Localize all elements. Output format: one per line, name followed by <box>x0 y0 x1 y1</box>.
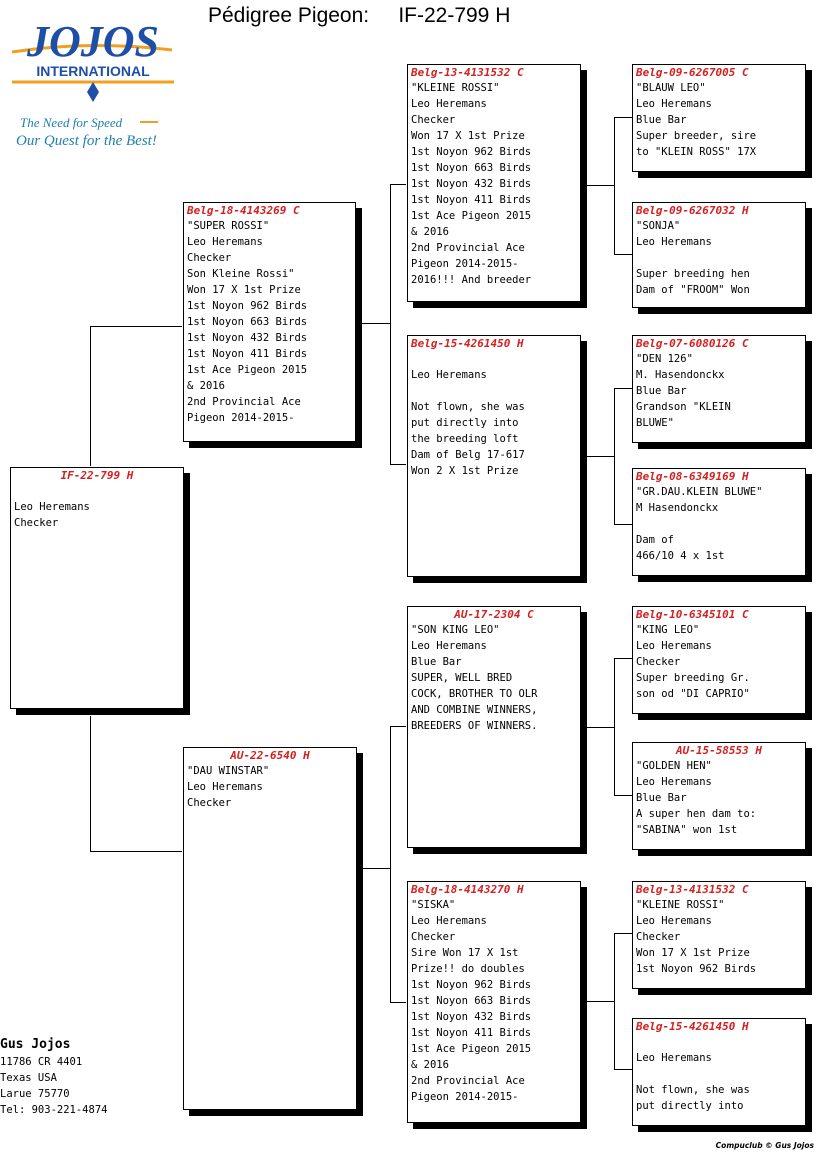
pigeon-detail-line: Won 2 X 1st Prize <box>411 465 519 477</box>
band-number: AU-22-6540 H <box>230 749 310 762</box>
pigeon-detail-line: Checker <box>411 931 456 943</box>
pigeon-detail-line: Leo Heremans <box>636 98 712 110</box>
pigeon-details <box>633 484 805 564</box>
pigeon-card-dds[interactable] <box>632 881 806 989</box>
pigeon-detail-line: Leo Heremans <box>636 1052 712 1064</box>
logo-sub: INTERNATIONAL <box>36 63 150 79</box>
connector <box>614 117 632 118</box>
band-number: Belg-10-6345101 C <box>636 608 749 621</box>
pigeon-detail-line: & 2016 <box>411 1059 449 1071</box>
pigeon-card-sdd[interactable] <box>632 468 806 576</box>
band-number: Belg-18-4143270 H <box>411 883 524 896</box>
owner-name: Gus Jojos <box>0 1037 71 1052</box>
pigeon-detail-line: 1st Noyon 411 Birds <box>187 348 308 360</box>
pigeon-details <box>633 758 805 838</box>
connector <box>614 658 632 659</box>
pigeon-detail-line <box>636 516 805 532</box>
pigeon-detail-line <box>636 1034 805 1050</box>
pigeon-detail-line: 1st Noyon 663 Birds <box>187 316 308 328</box>
pigeon-detail-line: 1st Ace Pigeon 2015 <box>411 210 532 222</box>
pigeon-detail-line: "SUPER ROSSI" <box>187 220 270 232</box>
pigeon-detail-line: 2nd Provincial Ace <box>187 396 301 408</box>
pigeon-detail-line <box>636 1066 805 1082</box>
pigeon-detail-line: Leo Heremans <box>411 98 487 110</box>
title-label: Pédigree Pigeon: <box>208 4 370 27</box>
pigeon-detail-line: put directly into <box>411 417 519 429</box>
pigeon-detail-line: "SON KING LEO" <box>411 624 500 636</box>
jojos-logo <box>8 10 178 160</box>
pigeon-details <box>408 897 580 1105</box>
pigeon-detail-line: the breeding loft <box>411 433 519 445</box>
pigeon-detail-line: 466/10 4 x 1st <box>636 550 725 562</box>
pigeon-detail-line: 1st Noyon 962 Birds <box>411 979 532 991</box>
pigeon-detail-line: Leo Heremans <box>411 640 487 652</box>
pigeon-detail-line: Blue Bar <box>411 656 462 668</box>
pigeon-detail-line: "GR.DAU.KLEIN BLUWE" <box>636 486 763 498</box>
pigeon-detail-line: Dam of "FROOM" Won <box>636 284 750 296</box>
pigeon-detail-line: Won 17 X 1st Prize <box>411 130 525 142</box>
owner-info <box>0 1036 107 1118</box>
pigeon-detail-line: & 2016 <box>187 380 225 392</box>
band-number: Belg-13-4131532 C <box>411 66 524 79</box>
pigeon-detail-line <box>14 483 183 499</box>
pigeon-details <box>11 483 183 531</box>
pigeon-detail-line: "KLEINE ROSSI" <box>411 82 500 94</box>
pigeon-detail-line: Dam of Belg 17-617 <box>411 449 525 461</box>
pigeon-detail-line: Leo Heremans <box>636 236 712 248</box>
pigeon-detail-line: Blue Bar <box>636 385 687 397</box>
connector <box>362 323 390 324</box>
pigeon-detail-line: Leo Heremans <box>187 236 263 248</box>
band-number: AU-17-2304 C <box>454 608 534 621</box>
pigeon-card-subject[interactable] <box>10 467 184 709</box>
band-number: Belg-13-4131532 C <box>636 883 749 896</box>
connector <box>390 726 391 1002</box>
pigeon-detail-line: Leo Heremans <box>411 915 487 927</box>
pigeon-details <box>408 622 580 734</box>
pigeon-detail-line: 1st Noyon 962 Birds <box>411 146 532 158</box>
pigeon-card-sss[interactable] <box>632 64 806 172</box>
pigeon-card-dss[interactable] <box>632 606 806 714</box>
pigeon-card-dsd[interactable] <box>632 742 806 850</box>
pigeon-detail-line: Not flown, she was <box>411 401 525 413</box>
band-number: Belg-18-4143269 C <box>187 204 300 217</box>
pigeon-detail-line: Won 17 X 1st Prize <box>187 284 301 296</box>
pigeon-card-sire[interactable] <box>183 202 356 442</box>
pigeon-detail-line: COCK, BROTHER TO OLR <box>411 688 538 700</box>
connector <box>614 388 632 389</box>
connector <box>614 388 615 524</box>
pigeon-detail-line: Checker <box>636 931 681 943</box>
logo-brand: JOJOS <box>26 17 160 66</box>
pigeon-detail-line: 1st Noyon 432 Birds <box>411 178 532 190</box>
pigeon-card-sire-dam[interactable] <box>407 335 581 577</box>
pigeon-detail-line: Won 17 X 1st Prize <box>636 947 750 959</box>
pigeon-detail-line: M. Hasendonckx <box>636 369 725 381</box>
logo-tagline-1: The Need for Speed <box>20 115 123 130</box>
pigeon-detail-line: 1st Noyon 663 Birds <box>411 162 532 174</box>
pigeon-detail-line: Checker <box>636 656 681 668</box>
pigeon-details <box>408 80 580 288</box>
connector <box>614 524 632 525</box>
pigeon-detail-line: BLUWE" <box>636 417 674 429</box>
connector <box>614 795 632 796</box>
pigeon-detail-line: Super breeding hen <box>636 268 750 280</box>
connector <box>390 1002 406 1003</box>
pigeon-details <box>633 80 805 160</box>
owner-phone: Tel: 903-221-4874 <box>0 1104 108 1116</box>
pigeon-detail-line: Checker <box>187 252 232 264</box>
connector <box>586 1001 614 1002</box>
owner-address-line: Larue 75770 <box>0 1088 70 1100</box>
pigeon-detail-line: Checker <box>14 517 59 529</box>
pigeon-detail-line: Leo Heremans <box>14 501 90 513</box>
pigeon-detail-line <box>411 383 580 399</box>
band-number: Belg-15-4261450 H <box>411 337 524 350</box>
pigeon-card-ssd[interactable] <box>632 202 806 308</box>
pigeon-detail-line: "DAU WINSTAR" <box>187 765 270 777</box>
pigeon-detail-line: "SONJA" <box>636 220 681 232</box>
pigeon-detail-line: Leo Heremans <box>636 776 712 788</box>
pigeon-detail-line: M Hasendonckx <box>636 502 719 514</box>
pigeon-detail-line: "BLAUW LEO" <box>636 82 706 94</box>
connector <box>90 326 182 327</box>
band-number: Belg-09-6267032 H <box>636 204 749 217</box>
band-number: AU-15-58553 H <box>675 744 763 757</box>
connector <box>614 933 615 1069</box>
title-pigeon-id: IF-22-799 H <box>398 4 511 27</box>
pigeon-detail-line: "GOLDEN HEN" <box>636 760 712 772</box>
pigeon-detail-line: AND COMBINE WINNERS, <box>411 704 538 716</box>
connector <box>90 716 91 851</box>
pigeon-card-sds[interactable] <box>632 335 806 443</box>
pigeon-details <box>184 763 356 811</box>
pigeon-detail-line: "KLEINE ROSSI" <box>636 899 725 911</box>
pigeon-detail-line: "KING LEO" <box>636 624 700 636</box>
pigeon-detail-line: 2nd Provincial Ace <box>411 242 525 254</box>
connector <box>390 184 391 464</box>
pigeon-detail-line: Not flown, she was <box>636 1084 750 1096</box>
pigeon-detail-line: Pigeon 2014-2015- <box>187 412 295 424</box>
pigeon-card-ddd[interactable] <box>632 1018 806 1126</box>
pigeon-detail-line: "SABINA" won 1st <box>636 824 738 836</box>
pigeon-detail-line: Dam of <box>636 534 674 546</box>
pigeon-details <box>633 1034 805 1114</box>
pigeon-card-sire-sire[interactable] <box>407 64 581 302</box>
pigeon-detail-line: Son Kleine Rossi" <box>187 268 295 280</box>
pigeon-detail-line: & 2016 <box>411 226 449 238</box>
software-credit: Compuclub © Gus Jojos <box>715 1141 814 1150</box>
pigeon-detail-line: Leo Heremans <box>187 781 263 793</box>
pigeon-detail-line: son od "DI CAPRIO" <box>636 688 750 700</box>
pigeon-detail-line: 2nd Provincial Ace <box>411 1075 525 1087</box>
pigeon-card-dam-sire[interactable] <box>407 606 581 848</box>
connector <box>586 727 614 728</box>
pigeon-detail-line: 1st Ace Pigeon 2015 <box>187 364 308 376</box>
connector <box>390 464 406 465</box>
connector <box>90 851 182 852</box>
pigeon-detail-line: 1st Noyon 663 Birds <box>411 995 532 1007</box>
pigeon-detail-line: 1st Ace Pigeon 2015 <box>411 1043 532 1055</box>
pigeon-details <box>633 218 805 298</box>
pigeon-detail-line: 1st Noyon 962 Birds <box>187 300 308 312</box>
pigeon-detail-line: 1st Noyon 411 Birds <box>411 194 532 206</box>
pigeon-details <box>633 351 805 431</box>
connector <box>362 868 390 869</box>
pigeon-detail-line: 1st Noyon 432 Birds <box>187 332 308 344</box>
pigeon-details <box>184 218 355 426</box>
pigeon-detail-line: Leo Heremans <box>636 640 712 652</box>
pigeon-detail-line: Super breeder, sire <box>636 130 757 142</box>
pigeon-detail-line: Blue Bar <box>636 792 687 804</box>
pigeon-detail-line <box>411 351 580 367</box>
pigeon-card-dam[interactable] <box>183 747 357 1110</box>
connector <box>614 254 632 255</box>
pigeon-detail-line: SUPER, WELL BRED <box>411 672 513 684</box>
connector <box>390 726 406 727</box>
logo-graphic <box>8 10 178 160</box>
pigeon-details <box>633 897 805 977</box>
pigeon-detail-line: "SISKA" <box>411 899 456 911</box>
pigeon-detail-line: put directly into <box>636 1100 744 1112</box>
pigeon-detail-line: Blue Bar <box>636 114 687 126</box>
pigeon-detail-line: Pigeon 2014-2015- <box>411 1091 519 1103</box>
pigeon-detail-line: "DEN 126" <box>636 353 693 365</box>
page-title <box>208 4 510 28</box>
connector <box>614 1069 632 1070</box>
pigeon-detail-line: to "KLEIN ROSS" 17X <box>636 146 757 158</box>
owner-address-line: 11786 CR 4401 <box>0 1056 83 1068</box>
band-number: Belg-09-6267005 C <box>636 66 749 79</box>
pigeon-detail-line: BREEDERS OF WINNERS. <box>411 720 538 732</box>
pigeon-detail-line <box>636 250 805 266</box>
connector <box>586 185 614 186</box>
owner-address-line: Texas USA <box>0 1072 57 1084</box>
pigeon-detail-line: 1st Noyon 432 Birds <box>411 1011 532 1023</box>
connector <box>614 117 615 254</box>
connector <box>586 456 614 457</box>
connector <box>614 933 632 934</box>
pigeon-detail-line: Pigeon 2014-2015- <box>411 258 519 270</box>
pigeon-detail-line: 1st Noyon 411 Birds <box>411 1027 532 1039</box>
pigeon-card-dam-dam[interactable] <box>407 881 581 1123</box>
connector <box>614 658 615 795</box>
pigeon-details <box>633 622 805 702</box>
pigeon-details <box>408 351 580 479</box>
pigeon-detail-line: Leo Heremans <box>636 915 712 927</box>
pigeon-detail-line: Sire Won 17 X 1st <box>411 947 519 959</box>
pigeon-detail-line: A super hen dam to: <box>636 808 757 820</box>
pigeon-detail-line: Checker <box>187 797 232 809</box>
band-number: IF-22-799 H <box>60 469 134 482</box>
pigeon-detail-line: 1st Noyon 962 Birds <box>636 963 757 975</box>
band-number: Belg-07-6080126 C <box>636 337 749 350</box>
connector <box>90 326 91 466</box>
pigeon-detail-line: Leo Heremans <box>411 369 487 381</box>
connector <box>390 184 406 185</box>
pigeon-detail-line: Prize!! do doubles <box>411 963 525 975</box>
band-number: Belg-15-4261450 H <box>636 1020 749 1033</box>
pigeon-detail-line: 2016!!! And breeder <box>411 274 532 286</box>
pigeon-detail-line: Checker <box>411 114 456 126</box>
band-number: Belg-08-6349169 H <box>636 470 749 483</box>
pigeon-detail-line: Grandson "KLEIN <box>636 401 731 413</box>
logo-tagline-2: Our Quest for the Best! <box>16 133 157 149</box>
pigeon-detail-line: Super breeding Gr. <box>636 672 750 684</box>
